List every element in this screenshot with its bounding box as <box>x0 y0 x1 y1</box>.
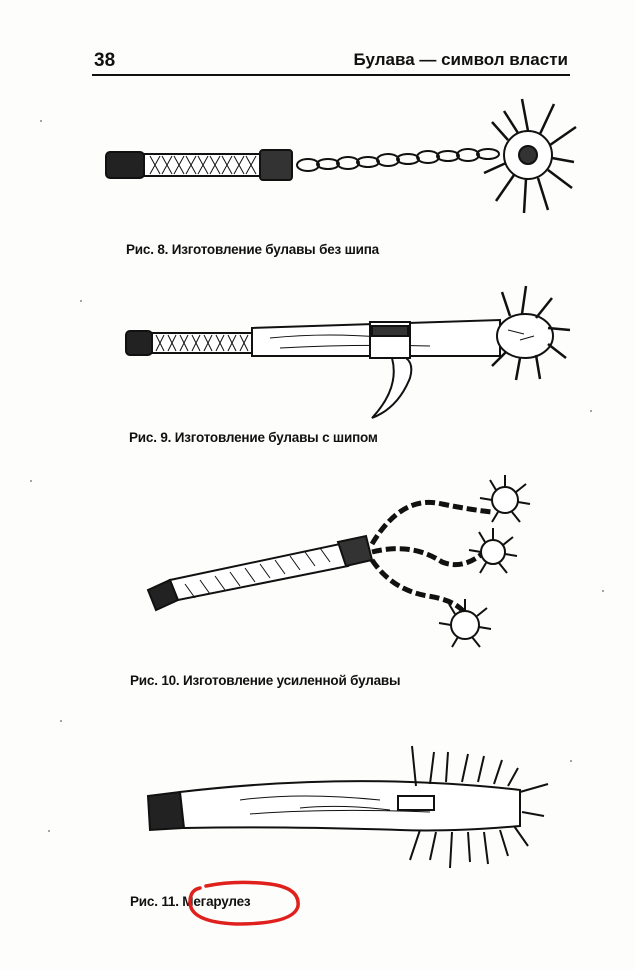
scan-speck <box>60 720 62 722</box>
scan-speck <box>40 120 42 122</box>
running-title: Булава — символ власти <box>353 50 568 69</box>
figure-9-caption: Рис. 9. Изготовление булавы с шипом <box>129 430 378 445</box>
scan-speck <box>80 300 82 302</box>
scan-speck <box>570 760 572 762</box>
scan-speck <box>590 410 592 412</box>
figure-11-caption-suffix: . Мегарулез <box>175 894 251 909</box>
scan-speck <box>48 830 50 832</box>
red-annotation-circle <box>186 878 304 928</box>
scan-speck <box>30 480 32 482</box>
figure-8-caption: Рис. 8. Изготовление булавы без шипа <box>126 242 379 257</box>
scan-speck <box>602 590 604 592</box>
figure-10-caption: Рис. 10. Изготовление усиленной булавы <box>130 673 401 688</box>
figure-11-caption-prefix: Рис. 11 <box>130 894 176 909</box>
page-number: 38 <box>94 50 116 71</box>
